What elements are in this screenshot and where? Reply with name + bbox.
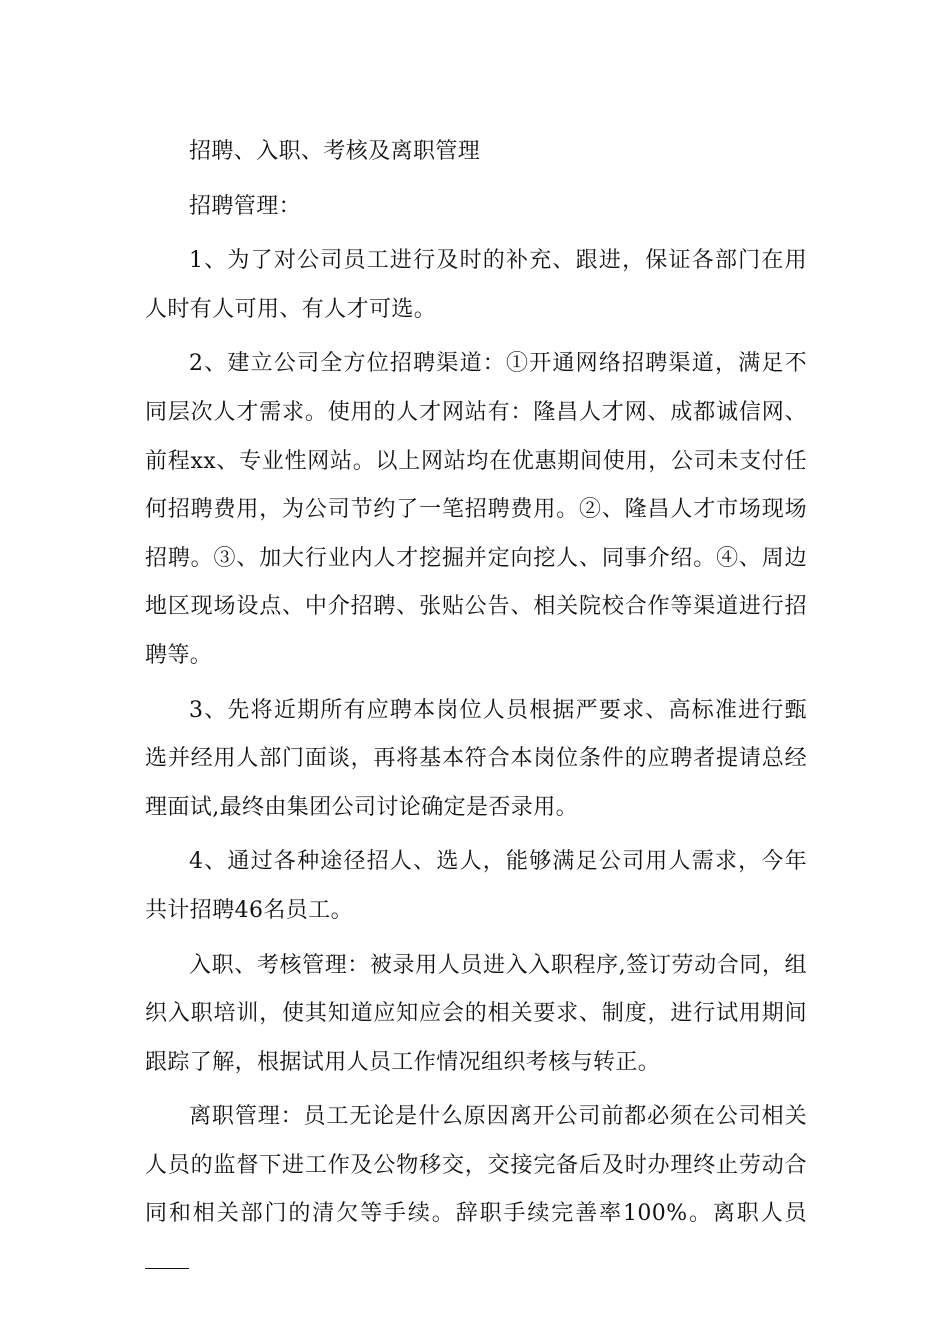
paragraph-4: 4、通过各种途径招人、选人，能够满足公司用人需求，今年共计招聘46名员工。 [145, 849, 807, 923]
document-title: 招聘、入职、考核及离职管理 [189, 139, 481, 164]
paragraph-onboarding: 入职、考核管理：被录用人员进入入职程序,签订劳动合同，组织入职培训，使其知道应知应会的相关要求、制度，进行试用期间跟踪了解，根据试用人员工作情况组织考核与转正。 [145, 952, 807, 1075]
paragraph-2: 2、建立公司全方位招聘渠道：①开通网络招聘渠道，满足不同层次人才需求。使用的人才网站有：隆昌人才网、成都诚信网、前程xx、专业性网站。以上网站均在优惠期间使用，公司未支付任何招聘费用，为公司节约了一笔招聘费用。②、隆昌人才市场现场招聘。③、加大行业内人才挖掘并定向挖人、同事介绍。④、周边地区现场设点、中介招聘、张贴公告、相关院校合作等渠道进行招聘等。 [145, 351, 807, 668]
paragraph-1: 1、为了对公司员工进行及时的补充、跟进，保证各部门在用人时有人可用、有人才可选。 [145, 248, 807, 322]
paragraph-resignation [145, 1093, 807, 1287]
document-body [145, 128, 807, 1294]
paragraph-3: 3、先将近期所有应聘本岗位人员根据严要求、高标准进行甄选并经用人部门面谈，再将基本符合本岗位条件的应聘者提请总经理面试,最终由集团公司讨论确定是否录用。 [145, 697, 807, 820]
paragraph-resignation-text: 离职管理：员工无论是什么原因离开公司前都必须在公司相关人员的监督下进工作及公物移交，交接完备后及时办理终止劳动合同和相关部门的清欠等手续。辞职手续完善率100%。离职人员 [145, 1104, 807, 1227]
section-heading-recruitment: 招聘管理： [189, 193, 302, 219]
fill-in-blank [145, 1242, 189, 1269]
